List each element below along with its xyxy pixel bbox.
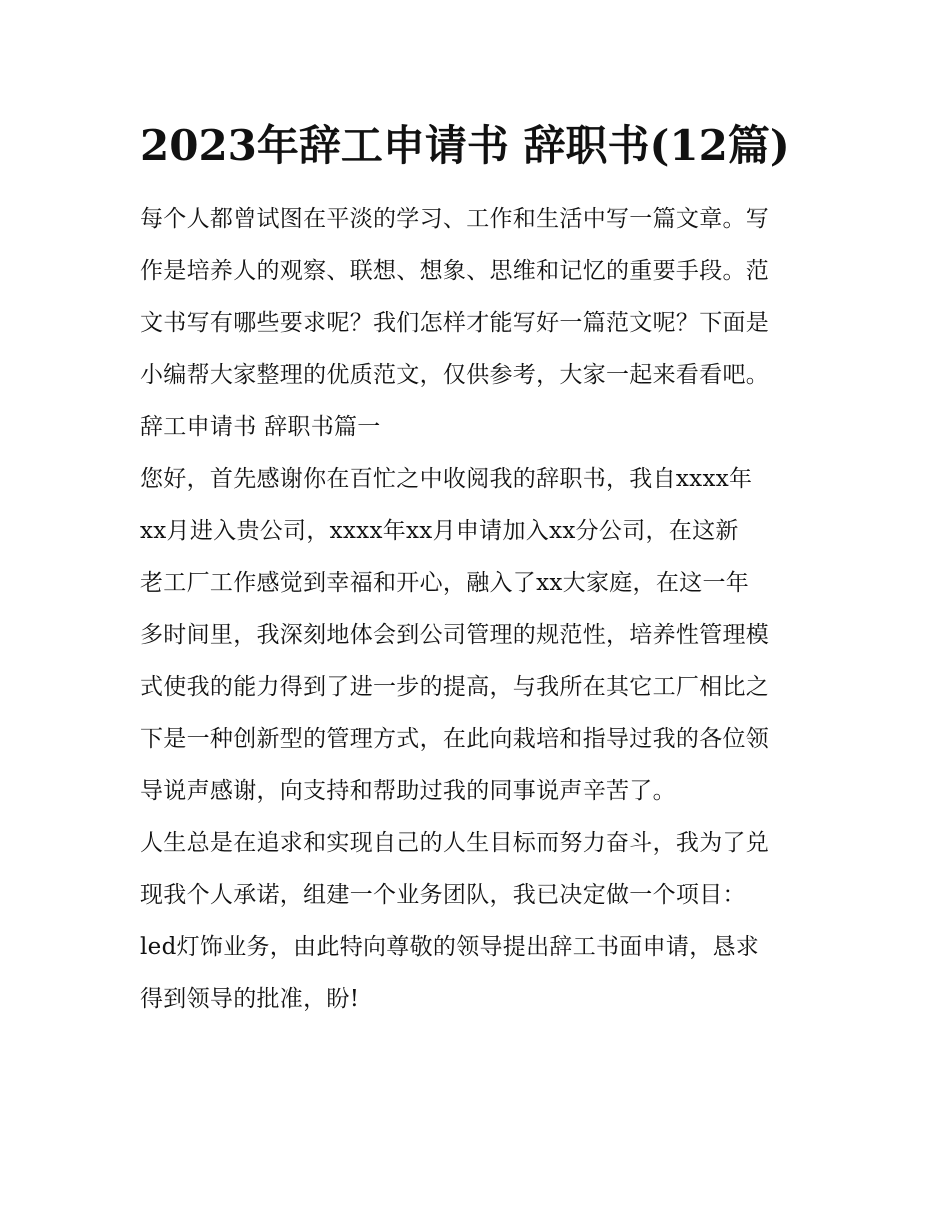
- body-line: led灯饰业务，由此特向尊敬的领导提出辞工书面申请，恳求: [140, 934, 760, 960]
- body-line: 得到领导的批准，盼!: [140, 986, 360, 1012]
- body-line: 每个人都曾试图在平淡的学习、工作和生活中写一篇文章。写: [140, 206, 770, 232]
- body-line: 导说声感谢，向支持和帮助过我的同事说声辛苦了。: [140, 778, 676, 804]
- body-line: 现我个人承诺，组建一个业务团队，我已决定做一个项目：: [140, 882, 746, 908]
- body-line: 下是一种创新型的管理方式，在此向栽培和指导过我的各位领: [140, 726, 770, 752]
- body-line: 小编帮大家整理的优质范文，仅供参考，大家一起来看看吧。: [140, 362, 770, 388]
- section-heading: 辞工申请书 辞职书篇一: [140, 414, 381, 440]
- body-line: 人生总是在追求和实现自己的人生目标而努力奋斗，我为了兑: [140, 830, 770, 856]
- body-line: 作是培养人的观察、联想、想象、思维和记忆的重要手段。范: [140, 258, 770, 284]
- document-page: [140, 108, 815, 1025]
- document-body: [140, 193, 815, 1025]
- body-line: 老工厂工作感觉到幸福和开心，融入了xx大家庭，在这一年: [140, 570, 750, 596]
- body-line: 您好，首先感谢你在百忙之中收阅我的辞职书，我自xxxx年: [140, 466, 753, 492]
- document-title: 2023年辞工申请书 辞职书(12篇): [140, 121, 790, 170]
- body-line: 文书写有哪些要求呢？我们怎样才能写好一篇范文呢？下面是: [140, 310, 770, 336]
- body-line: xx月进入贵公司，xxxx年xx月申请加入xx分公司，在这新: [140, 518, 739, 544]
- body-line: 式使我的能力得到了进一步的提高，与我所在其它工厂相比之: [140, 674, 770, 700]
- body-line: 多时间里，我深刻地体会到公司管理的规范性，培养性管理模: [140, 622, 770, 648]
